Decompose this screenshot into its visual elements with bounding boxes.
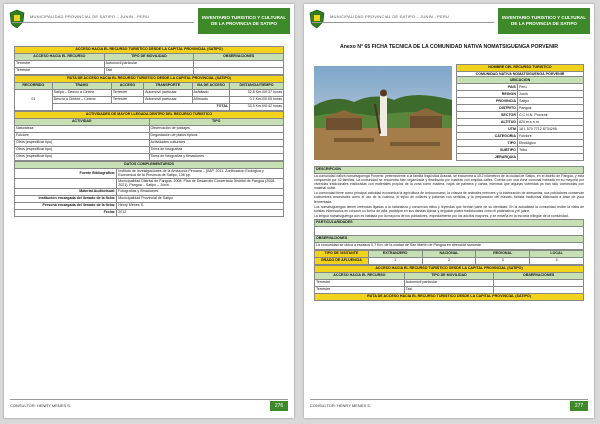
access-table [14, 46, 284, 75]
access-section [14, 46, 284, 217]
page-footer [10, 399, 288, 412]
route-title: RUTA DE ACCESO HACIA EL RECURSO TURISTICO DESDE LA CAPITAL PROVINCIAL (SATIPO) [315, 293, 584, 300]
particularities-header: PARTICULARIDADES [315, 219, 584, 226]
table-row: Otros (especificar tipo) Actividades culturales [15, 140, 284, 147]
table-row: Terrestre Automóvil particular [15, 61, 284, 68]
table-row: REGION Junín [457, 91, 584, 98]
description-paragraph: La comunidad nativa nomatsiguenga Porvenir, perteneciente a la familia lingüística Arawak, se encuentra a 40.2 kilómetros de la ciudad de Satipo, en el distrito de Pangoa, y está compuesta por 42 familias. La comunidad se encuentra bien organizada y distribuida por cuadras con amplias calles. Cuenta con una zona comunal rodeada en su mayoría por viviendas tradicionales elaboradas con materiales propios de la zona como madera, hojas de palmera y cañas, mientras que algunas viviendas ya han sido construidas con material noble. [314, 174, 584, 191]
table-row: Otros (especificar tipo) Toma de fotografías y filmaciones [15, 154, 284, 161]
table-row: Terrestre Taxi [315, 286, 584, 293]
header-title: INVENTARIO TURISTICO Y CULTURAL DE LA PROVINCIA DE SATIPO [498, 8, 590, 34]
route-table: RUTA DE ACCESO HACIA EL RECURSO TURISTICO DESDE LA CAPITAL PROVINCIAL (SATIPO) RECORRIDO TRAMO ACCESO TRANSPORTE VIA DE ACCESO DISTANCIA/TIEMPO 01 Satipo – Desvío a Ciriene Terrestre Automóvil particular Asfaltado 32.8 Km./00:37 horas Desvío a Ciriene – Ciriene Terrestre Automóvil particular Afirmado 0.7 Km./00:05 horas TOTAL 33.5 Km./00:42 horas [14, 75, 284, 111]
description-paragraph: Los nomatsiguengas tienen creencias ligadas a la naturaleza y conservan mitos y leyendas que forman parte de su identidad. En la actualidad la comunidad recibe la visita de turistas interesados en conocer su forma de vida, participar en sus danzas típicas y degustar platos tradicionales como el patarashca y el juane. [314, 204, 584, 213]
route-total: 33.5 Km./00:42 horas [230, 104, 284, 111]
table-row: Otros (especificar tipo) Toma de fotografías [15, 147, 284, 154]
right-page [304, 4, 594, 418]
page-header [8, 8, 290, 34]
visitor-table: TIPO DE VISITANTE EXTRANJERO NACIONAL REGIONAL LOCAL GRADO DE AFLUENCIA 1 2 3 4 [314, 250, 584, 265]
municipality-name: MUNICIPALIDAD PROVINCIAL DE SATIPO – JUNIN - PERU [330, 14, 450, 19]
community-photo [314, 66, 452, 160]
table-row: SUBTIPO Tribu [457, 147, 584, 154]
table-row: Desvío a Ciriene – Ciriene Terrestre Automóvil particular Afirmado 0.7 Km./00:05 horas [15, 97, 284, 104]
page-header [308, 8, 590, 34]
description-paragraph: La comunidad tiene como principal actividad económica la agricultura de autoconsumo, la crianza de animales menores y la elaboración de artesanías; sus pobladores conservan costumbres ancestrales como el uso de la cushma, el tejido de collares y pulseras con semillas, y la preparación del masato, bebida tradicional elaborada a base de yuca fermentada. [314, 191, 584, 204]
access-title: ACCESO HACIA EL RECURSO TURISTICO DESDE LA CAPITAL PROVINCIAL (SATIPO) [315, 265, 584, 272]
complementary-table: DATOS COMPLEMENTARIOS Fuente Bibliográfica: Instituto de Investigaciones de la Amazonía Peruana – (IIAP, 2011. Zonificación Ecológica y Económica de la Provincia de Satipo, 106 pp. Municipalidad Distrital de Pangoa. 2008. Plan de Desarrollo Concertado Distrital de Pangoa (2008-2021). Pangoa – Satipo – Junín. Material Audiovisual: Fotografías y filmaciones Institución encargada del llenado de la ficha: Municipalidad Provincial de Satipo Persona encargada del llenado de la ficha: Henry Menes S. Fecha: 2012 [14, 161, 284, 217]
table-row: 01 Satipo – Desvío a Ciriene Terrestre Automóvil particular Asfaltado 32.8 Km./00:37 horas [15, 90, 284, 97]
municipality-name: MUNICIPALIDAD PROVINCIAL DE SATIPO – JUNIN - PERU [30, 14, 150, 19]
table-header: ACCESO HACIA EL RECURSO [15, 54, 105, 61]
table-row: Naturaleza Observación de paisajes [15, 126, 284, 133]
resource-header: NOMBRE DEL RECURSO TURISTICO [457, 65, 584, 72]
table-row: TOTAL 33.5 Km./00:42 horas [15, 104, 284, 111]
table-row: TIPO Etnológico [457, 140, 584, 147]
table-row: UTM 18 L 570 7712 8734295 [457, 126, 584, 133]
route-title: RUTA DE ACCESO HACIA EL RECURSO TURISTICO DESDE LA CAPITAL PROVINCIAL (SATIPO) [15, 76, 284, 83]
observations-header: OBSERVACIONES [315, 235, 584, 242]
annex-title: Anexo N° 65 FICHA TECNICA DE LA COMUNIDAD NATIVA NOMATSIGUENGA PORVENIR [339, 44, 559, 50]
table-row: ALTITUD 820 m.s.n.m. [457, 119, 584, 126]
consultant-name: CONSULTOR: HENRY MENES S. [310, 403, 372, 408]
municipality-logo-icon [308, 9, 326, 29]
access-title: ACCESO HACIA EL RECURSO TURISTICO DESDE LA CAPITAL PROVINCIAL (SATIPO) [15, 47, 284, 54]
table-row: JERARQUIA [457, 154, 584, 161]
description-section [314, 166, 584, 301]
description-header: DESCRIPCION [315, 167, 584, 174]
table-row: Terrestre Taxi [15, 68, 284, 75]
table-header: OBSERVACIONES [194, 54, 284, 61]
resource-name: COMUNIDAD NATIVA NOMATSIGUENGA PORVENIR [457, 72, 584, 77]
left-page [4, 4, 294, 418]
access-table: ACCESO HACIA EL RECURSO TURISTICO DESDE LA CAPITAL PROVINCIAL (SATIPO) ACCESO HACIA EL RECURSO TIPO DE MOVILIDAD OBSERVACIONES Terrestre Automóvil particular Terrestre Taxi RUTA DE ACCESO HACIA EL RECURSO TURISTICO DESDE LA CAPITAL PROVINCIAL (SATIPO) [314, 265, 584, 301]
page-footer [310, 399, 588, 412]
table-row: Folclore Degustación de platos típicos [15, 133, 284, 140]
table-row: DISTRITO Pangoa [457, 105, 584, 112]
header-title: INVENTARIO TURISTICO Y CULTURAL DE LA PROVINCIA DE SATIPO [198, 8, 290, 34]
consultant-name: CONSULTOR: HENRY MENES S. [10, 403, 72, 408]
location-header: UBICACION [457, 77, 584, 84]
activities-title: ACTIVIDADES DE MAYOR LLEGADA DENTRO DEL RECURSO TURISTICO [15, 112, 284, 119]
route-number: 01 [15, 90, 53, 111]
resource-table [456, 64, 584, 161]
table-row: SECTOR C.C.N.N. Porvenir [457, 112, 584, 119]
table-row: PAIS Perú [457, 84, 584, 91]
activities-table: ACTIVIDADES DE MAYOR LLEGADA DENTRO DEL RECURSO TURISTICO ACTIVIDAD TIPO Naturaleza Observación de paisajes Folclore Degustación de platos típicos Otros (especificar tipo) Actividades culturales Otros (especificar tipo) Toma de fotografías Otros (especificar tipo) Toma de fotografías y filmaciones [14, 111, 284, 161]
page-number: 276 [270, 401, 288, 411]
table-row: PROVINCIA Satipo [457, 98, 584, 105]
table-row: CATEGORIA Folclore [457, 133, 584, 140]
municipality-logo-icon [8, 9, 26, 29]
table-row: Terrestre Automóvil particular [315, 279, 584, 286]
table-header: TIPO DE MOVILIDAD [104, 54, 194, 61]
page-number: 277 [570, 401, 588, 411]
resource-info [456, 64, 584, 161]
description-paragraph: La lengua nomatsiguenga aún es hablada por la mayoría de los pobladores, especialmente por los adultos mayores, y se enseña en la escuela bilingüe de la comunidad. [314, 213, 569, 218]
complementary-title: DATOS COMPLEMENTARIOS [15, 162, 284, 169]
observations-text: La comunidad se ubica a escasos 0.7 Km. de la ciudad de San Martín de Pangoa en dirección suroeste. [315, 242, 584, 249]
